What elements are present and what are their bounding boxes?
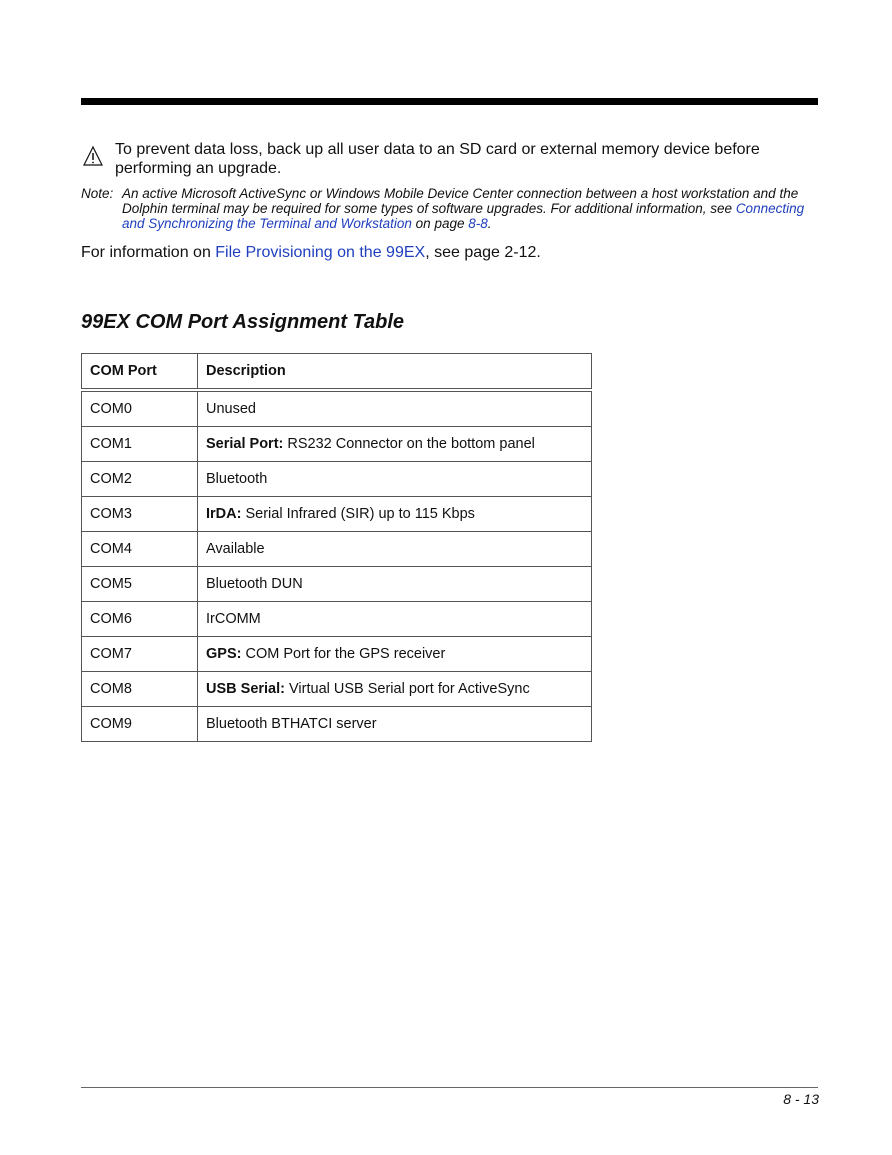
header-com-port: COM Port xyxy=(82,354,198,391)
info-text: For information on xyxy=(81,244,216,261)
description-text: Unused xyxy=(206,401,256,417)
section-title: 99EX COM Port Assignment Table xyxy=(81,311,405,333)
com-port-cell: COM1 xyxy=(82,427,198,462)
note-body xyxy=(122,186,822,231)
description-cell xyxy=(198,390,592,427)
description-label: Serial Port: xyxy=(206,436,284,452)
com-port-cell: COM3 xyxy=(82,497,198,532)
bottom-rule xyxy=(81,1087,818,1088)
table-row xyxy=(82,390,592,427)
description-text: Bluetooth DUN xyxy=(206,576,303,592)
description-cell xyxy=(198,567,592,602)
header-description: Description xyxy=(198,354,592,391)
info-paragraph xyxy=(81,243,821,262)
com-port-cell: COM4 xyxy=(82,532,198,567)
info-link-file-provisioning[interactable]: File Provisioning on the 99EX xyxy=(215,244,426,261)
com-port-cell: COM2 xyxy=(82,462,198,497)
note-text: An active Microsoft ActiveSync or Windows Mobile Device Center connection between a host workstation and the Dolphin terminal may be required for some types of software upgrades. For additional information, see xyxy=(122,186,799,216)
note-label: Note: xyxy=(81,186,114,201)
description-cell xyxy=(198,427,592,462)
table-row xyxy=(82,497,592,532)
top-rule xyxy=(81,98,818,105)
warning-triangle-icon xyxy=(83,146,103,166)
table-row xyxy=(82,707,592,742)
description-text: COM Port for the GPS receiver xyxy=(241,646,446,662)
note-page-link[interactable]: 8-8 xyxy=(468,216,488,231)
description-text: IrCOMM xyxy=(206,611,261,627)
description-cell xyxy=(198,462,592,497)
table-header-row xyxy=(82,354,592,391)
description-text: Available xyxy=(206,541,265,557)
description-label: GPS: xyxy=(206,646,242,662)
com-port-cell: COM0 xyxy=(82,390,198,427)
table-row xyxy=(82,637,592,672)
table-row xyxy=(82,532,592,567)
table-row xyxy=(82,427,592,462)
page-number: 8 - 13 xyxy=(783,1091,819,1107)
description-text: Serial Infrared (SIR) up to 115 Kbps xyxy=(241,506,475,522)
com-port-cell: COM5 xyxy=(82,567,198,602)
description-text: RS232 Connector on the bottom panel xyxy=(283,436,535,452)
com-port-cell: COM7 xyxy=(82,637,198,672)
description-cell xyxy=(198,637,592,672)
caution-text: To prevent data loss, back up all user data to an SD card or external memory device before performing an upgrade. xyxy=(115,141,760,177)
table-row xyxy=(82,567,592,602)
com-port-cell: COM9 xyxy=(82,707,198,742)
table-row xyxy=(82,462,592,497)
description-label: USB Serial: xyxy=(206,681,285,697)
description-cell xyxy=(198,707,592,742)
note-link-connecting[interactable]: Connecting and Synchronizing the Terminal and Workstation xyxy=(122,201,805,231)
description-cell xyxy=(198,497,592,532)
com-port-cell: COM6 xyxy=(82,602,198,637)
description-text: Virtual USB Serial port for ActiveSync xyxy=(284,681,530,697)
description-label: IrDA: xyxy=(206,506,242,522)
table-row xyxy=(82,672,592,707)
com-port-cell: COM8 xyxy=(82,672,198,707)
description-cell xyxy=(198,532,592,567)
description-text: Bluetooth xyxy=(206,471,268,487)
com-port-table xyxy=(81,353,592,742)
description-text: Bluetooth BTHATCI server xyxy=(206,716,377,732)
note-text-end: . xyxy=(487,216,492,231)
description-cell xyxy=(198,602,592,637)
table-row xyxy=(82,602,592,637)
note-text-mid: on page xyxy=(411,216,469,231)
description-cell xyxy=(198,672,592,707)
info-text-after: , see page 2-12. xyxy=(425,244,541,261)
